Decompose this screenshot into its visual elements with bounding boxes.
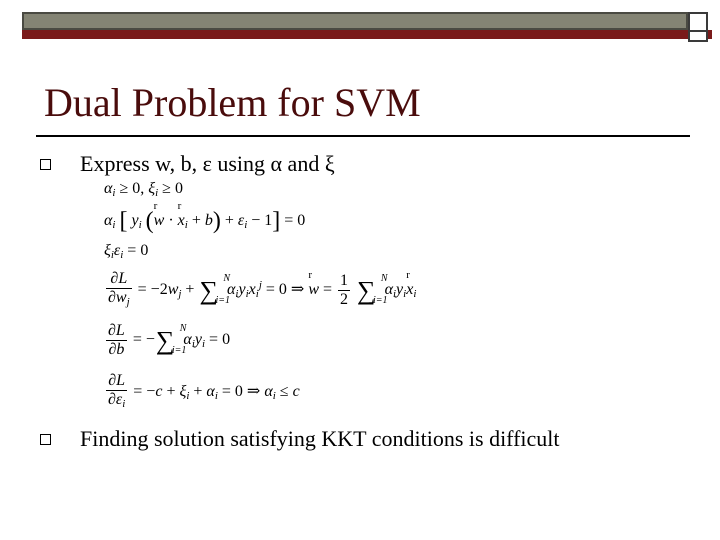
bullet-text-kkt: Finding solution satisfying KKT conditions is difficult xyxy=(80,426,560,451)
header-gray-bar xyxy=(22,12,688,30)
equation-nonnegativity: $\alpha_i \ge 0$, $\xi_i \ge 0$ xyxy=(104,180,183,199)
slide-title: Dual Problem for SVM xyxy=(44,80,421,125)
equation-dL-db: $\frac{\partial L}{\partial b}$ = −∑ N i=1 $\alpha_iy_i = 0$ xyxy=(108,322,231,358)
equation-dL-dw: $\frac{\partial L}{\partial w_j}$ = $-2w_j$ + ∑ N i=1 $\alpha_iy_ix_i^j = 0$ ⇒ r w = $\frac{1}{2}$ ∑ N i=1 $\alpha_iy_ir$ $x_i$ xyxy=(104,270,416,311)
corner-square-lower xyxy=(688,32,708,42)
equation-complementary-slackness: $\alpha_i$ [ $y_i$ (r w · r $x_i + b) + \varepsilon_i - 1] = 0$ xyxy=(104,208,305,235)
corner-square-upper xyxy=(688,12,708,32)
bullet-text-express: Express w, b, ε using α and ξ xyxy=(80,151,335,176)
title-divider xyxy=(36,135,690,137)
bullet-square-icon xyxy=(40,434,51,445)
equation-dL-depsilon: $\frac{\partial L}{\partial\varepsilon_i}$ = $-c + \xi_i + \alpha_i = 0$ ⇒ $\alpha_i \le c$ xyxy=(108,372,300,410)
equation-slack-product: $\xi_i\varepsilon_i = 0$ xyxy=(104,242,149,261)
bullet-square-icon xyxy=(40,159,51,170)
header-maroon-bar xyxy=(22,30,712,39)
